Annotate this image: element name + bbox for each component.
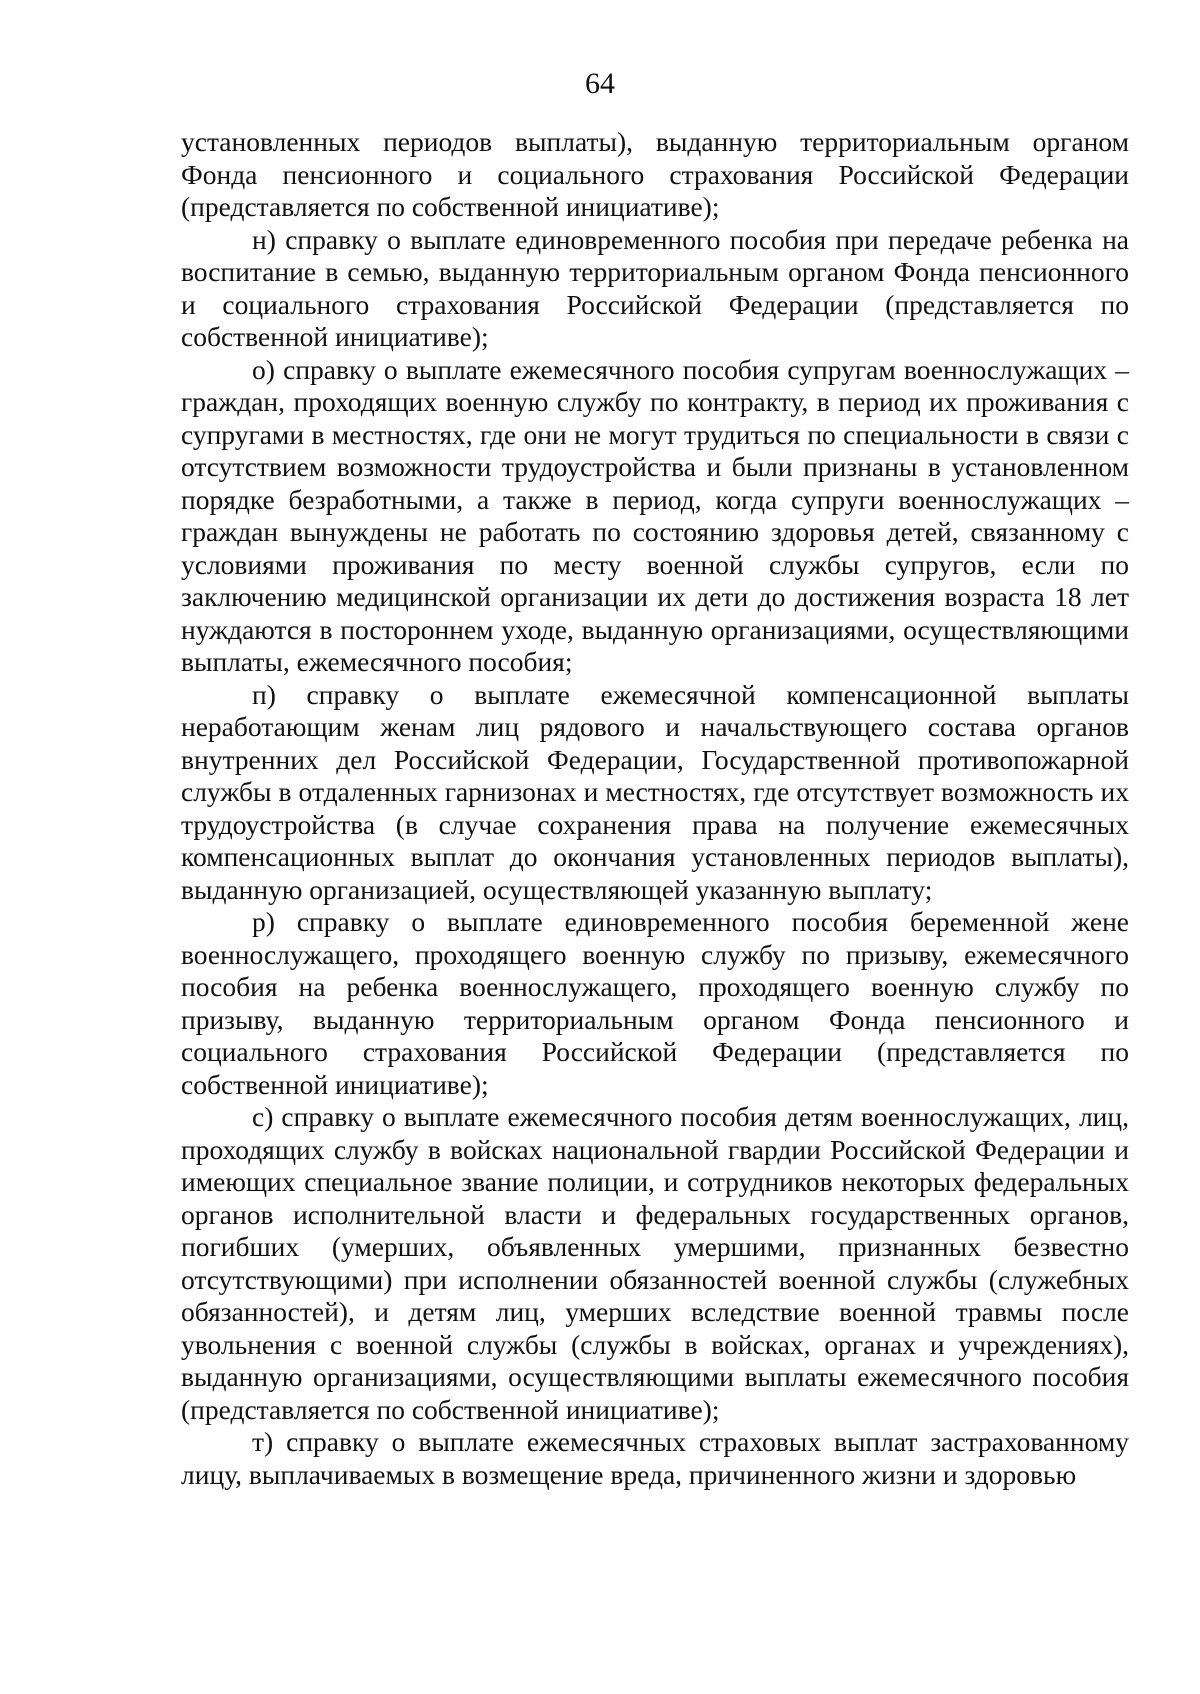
paragraph-item-n: н) справку о выплате единовременного пособия при передаче ребенка на воспитание в семью, выданную территориальным органом Фонда пенсионного и социального страхования Российской Федерации (представляется по собственной инициативе); [181, 223, 1129, 352]
document-body [181, 126, 1129, 1491]
paragraph-item-o: о) справку о выплате ежемесячного пособия супругам военнослужащих – граждан, проходящих военную службу по контракту, в период их проживания с супругами в местностях, где они не могут трудиться по специальности в связи с отсутствием возможности трудоустройства и были признаны в установленном порядке безработными, а также в период, когда супруги военнослужащих – граждан вынуждены не работать по состоянию здоровья детей, связанному с условиями проживания по месту военной службы супругов, если по заключению медицинской организации их дети до достижения возраста 18 лет нуждаются в постороннем уходе, выданную организациями, осуществляющими выплаты, ежемесячного пособия; [181, 353, 1129, 677]
page-number: 64 [585, 67, 615, 100]
paragraph-item-r: р) справку о выплате единовременного пособия беременной жене военнослужащего, проходящего военную службу по призыву, ежемесячного пособия на ребенка военнослужащего, проходящего военную службу по призыву, выданную территориальным органом Фонда пенсионного и социального страхования Российской Федерации (представляется по собственной инициативе); [181, 906, 1129, 1100]
paragraph-item-s: с) справку о выплате ежемесячного пособия детям военнослужащих, лиц, проходящих службу в войсках национальной гвардии Российской Федерации и имеющих специальное звание полиции, и сотрудников некоторых федеральных органов исполнительной власти и федеральных государственных органов, погибших (умерших, объявленных умершими, признанных безвестно отсутствующими) при исполнении обязанностей военной службы (служебных обязанностей), и детям лиц, умерших вследствие военной травмы после увольнения с военной службы (службы в войсках, органах и учреждениях), выданную организациями, осуществляющими выплаты ежемесячного пособия (представляется по собственной инициативе); [181, 1101, 1129, 1425]
paragraph-continuation: установленных периодов выплаты), выданную территориальным органом Фонда пенсионного и социального страхования Российской Федерации (представляется по собственной инициативе); [181, 126, 1129, 222]
paragraph-item-t: т) справку о выплате ежемесячных страховых выплат застрахованному лицу, выплачиваемых в возмещение вреда, причиненного жизни и здоровью [181, 1426, 1129, 1490]
paragraph-item-p: п) справку о выплате ежемесячной компенсационной выплаты неработающим женам лиц рядового и начальствующего состава органов внутренних дел Российской Федерации, Государственной противопожарной службы в отдаленных гарнизонах и местностях, где отсутствует возможность их трудоустройства (в случае сохранения права на получение ежемесячных компенсационных выплат до окончания установленных периодов выплаты), выданную организацией, осуществляющей указанную выплату; [181, 678, 1129, 905]
